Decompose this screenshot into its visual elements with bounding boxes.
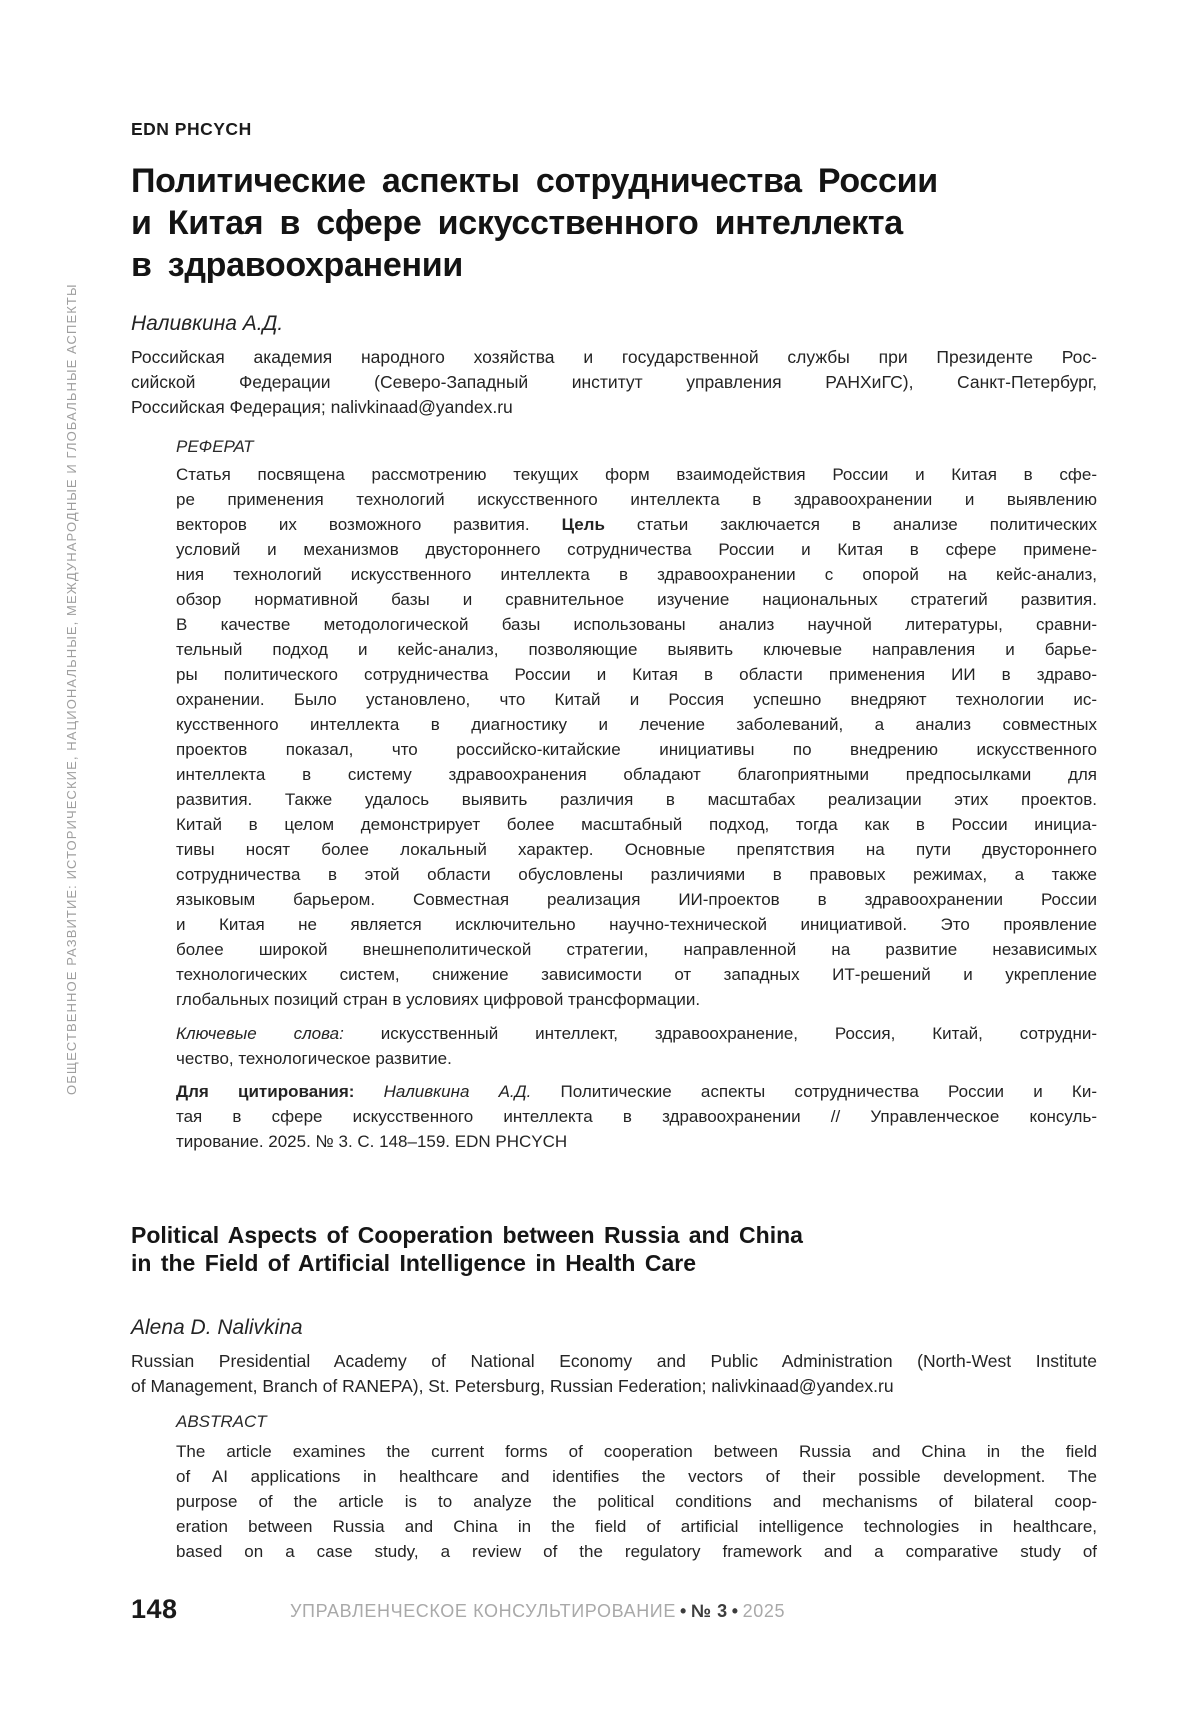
text-line: of Management, Branch of RANEPA), St. Petersburg, Russian Federation; nalivkinaad@yandex.ru	[131, 1376, 894, 1396]
text-line: Russian Presidential Academy of National Economy and Public Administration (North-West Institute	[131, 1351, 1097, 1371]
journal-year: 2025	[742, 1601, 786, 1621]
text-line: тивы носят более локальный характер. Основные препятствия на пути двустороннего	[176, 840, 1097, 859]
text-line: Political Aspects of Cooperation between Russia and China	[131, 1222, 803, 1248]
abstract-heading-ru: РЕФЕРАТ	[176, 437, 254, 456]
affiliation-en	[131, 1349, 1097, 1399]
text-line: технологических систем, снижение зависимости от западных ИТ-решений и укрепление	[176, 965, 1097, 984]
text-line: кусственного интеллекта в диагностику и лечение заболеваний, а анализ совместных	[176, 715, 1097, 734]
footer-journal-line	[290, 1601, 785, 1622]
text-line: интеллекта в систему здравоохранения обладают благоприятными предпосылками для	[176, 765, 1097, 784]
text-line: of AI applications in healthcare and identifies the vectors of their possible development. The	[176, 1467, 1097, 1486]
text-line: The article examines the current forms of cooperation between Russia and China in the field	[176, 1442, 1097, 1461]
text-line: более широкой внешнеполитической стратегии, направленной на развитие независимых	[176, 940, 1097, 959]
article-title-ru	[131, 160, 1131, 286]
journal-issue: № 3	[690, 1601, 728, 1621]
text-line: языковым барьером. Совместная реализация ИИ-проектов в здравоохранении России	[176, 890, 1097, 909]
text-line: purpose of the article is to analyze the political conditions and mechanisms of bilateral coop-	[176, 1492, 1097, 1511]
text-line: и Китая в сфере искусственного интеллекта	[131, 204, 903, 242]
text-line: тирование. 2025. № 3. С. 148–159. EDN PHCYCH	[176, 1132, 568, 1151]
abstract-text-en	[176, 1439, 1097, 1564]
text-line: развития. Также удалось выявить различия в масштабах реализации этих проектов.	[176, 790, 1097, 809]
article-title-en	[131, 1221, 1031, 1277]
text-line: обзор нормативной базы и сравнительное изучение национальных стратегий развития.	[176, 590, 1097, 609]
text-line: чество, технологическое развитие.	[176, 1049, 452, 1068]
abstract-text-ru	[176, 462, 1097, 1012]
text-line: Российская Федерация; nalivkinaad@yandex.ru	[131, 397, 513, 417]
journal-name: УПРАВЛЕНЧЕСКОЕ КОНСУЛЬТИРОВАНИЕ	[290, 1601, 676, 1621]
text-line: сотрудничества в этой области обусловлены различиями в правовых режимах, а также	[176, 865, 1097, 884]
author-name-ru: Наливкина А.Д.	[131, 312, 284, 335]
section-sidebar-vertical-label: ОБЩЕСТВЕННОЕ РАЗВИТИЕ: ИСТОРИЧЕСКИЕ, НАЦИОНАЛЬНЫЕ, МЕЖДУНАРОДНЫЕ И ГЛОБАЛЬНЫЕ АСПЕКТЫ	[64, 283, 79, 1095]
text-line: В качестве методологической базы использованы анализ научной литературы, сравни-	[176, 615, 1097, 634]
text-line: Российская академия народного хозяйства и государственной службы при Президенте Рос-	[131, 347, 1097, 367]
text-line: сийской Федерации (Северо-Западный институт управления РАНХиГС), Санкт-Петербург,	[131, 372, 1097, 392]
text-line: в здравоохранении	[131, 246, 463, 284]
text-line: ре применения технологий искусственного интеллекта в здравоохранении и выявлению	[176, 490, 1097, 509]
text-line: Ключевые слова: искусственный интеллект, здравоохранение, Россия, Китай, сотрудни-	[176, 1024, 1097, 1043]
text-line: Китай в целом демонстрирует более масштабный подход, тогда как в России инициа-	[176, 815, 1097, 834]
text-line: проектов показал, что российско-китайские инициативы по внедрению искусственного	[176, 740, 1097, 759]
abstract-heading-en: ABSTRACT	[176, 1412, 267, 1431]
text-line: in the Field of Artificial Intelligence in Health Care	[131, 1250, 697, 1276]
citation-ru	[176, 1079, 1097, 1154]
text-line: Политические аспекты сотрудничества России	[131, 162, 938, 200]
text-line: Для цитирования: Наливкина А.Д. Политические аспекты сотрудничества России и Ки-	[176, 1082, 1097, 1101]
keywords-ru	[176, 1021, 1097, 1071]
text-line: глобальных позиций стран в условиях цифровой трансформации.	[176, 990, 701, 1009]
text-line: и Китая не является исключительно научно-технической инициативой. Это проявление	[176, 915, 1097, 934]
footer-separator-2: •	[731, 1601, 739, 1621]
footer-separator-1: •	[679, 1601, 687, 1621]
text-line: ния технологий искусственного интеллекта в здравоохранении с опорой на кейс-анализ,	[176, 565, 1097, 584]
text-line: based on a case study, a review of the regulatory framework and a comparative study of	[176, 1542, 1097, 1561]
author-name-en: Alena D. Nalivkina	[131, 1316, 303, 1339]
edn-code: EDN PHCYCH	[131, 119, 252, 139]
text-line: условий и механизмов двустороннего сотрудничества России и Китая в сфере примене-	[176, 540, 1097, 559]
text-line: ры политического сотрудничества России и Китая в области применения ИИ в здраво-	[176, 665, 1097, 684]
text-line: охранении. Было установлено, что Китай и Россия успешно внедряют технологии ис-	[176, 690, 1097, 709]
text-line: тельный подход и кейс-анализ, позволяющие выявить ключевые направления и барье-	[176, 640, 1097, 659]
page-number: 148	[131, 1594, 178, 1624]
text-line: Статья посвящена рассмотрению текущих форм взаимодействия России и Китая в сфе-	[176, 465, 1097, 484]
text-line: векторов их возможного развития. Цель статьи заключается в анализе политических	[176, 515, 1097, 534]
text-line: тая в сфере искусственного интеллекта в здравоохранении // Управленческое консуль-	[176, 1107, 1097, 1126]
affiliation-ru	[131, 345, 1097, 420]
text-line: eration between Russia and China in the field of artificial intelligence technologies in healthcare,	[176, 1517, 1097, 1536]
